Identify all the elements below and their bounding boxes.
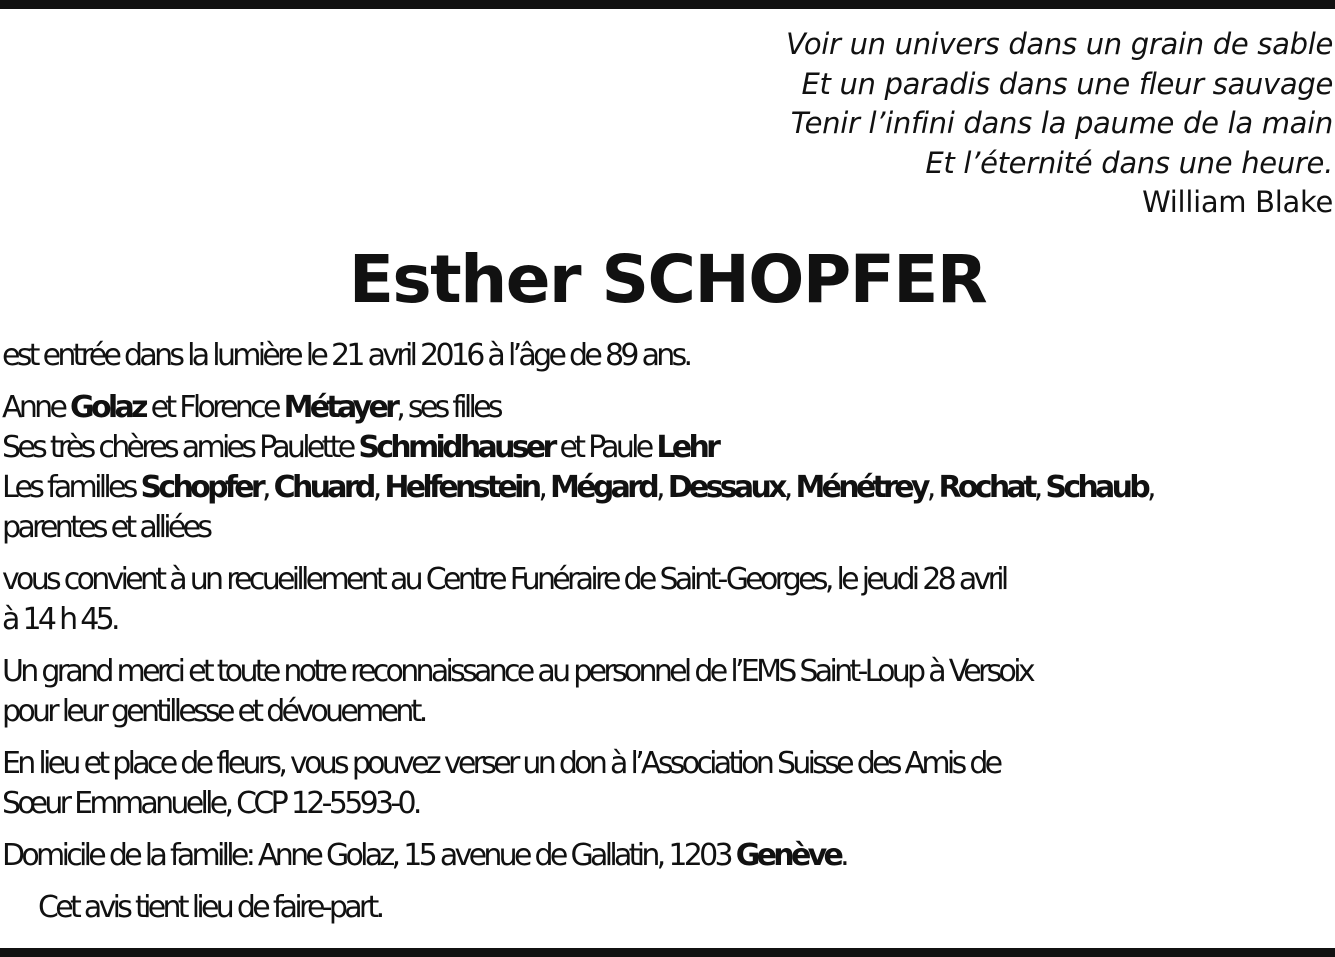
separator: ,: [372, 470, 385, 505]
family-text: Les familles: [2, 470, 141, 505]
epigraph-poem: [786, 25, 1333, 223]
family-surname: Mégard: [550, 470, 657, 505]
family-surname: Schaub: [1045, 470, 1148, 505]
family-text: et Florence: [144, 390, 284, 425]
separator: ,: [1147, 470, 1153, 505]
deceased-name: Esther SCHOPFER: [348, 241, 987, 318]
family-line-relatives: parentes et alliées: [2, 510, 210, 545]
family-line-friends: [2, 428, 1335, 468]
family-surname: Ménétrey: [795, 470, 927, 505]
announcement-text: est entrée dans la lumière le 21 avril 2016 à l’âge de 89 ans.: [2, 338, 690, 373]
notice-body: [2, 336, 1335, 928]
family-surname: Schopfer: [140, 470, 262, 505]
separator: ,: [656, 470, 668, 505]
family-surname: Lehr: [656, 430, 718, 465]
poem-line-2: Et un paradis dans une fleur sauvage: [801, 66, 1333, 101]
domicile-end: .: [840, 838, 846, 873]
poem-author: William Blake: [1142, 185, 1333, 220]
family-text: et Paule: [553, 430, 657, 465]
family-line-daughters: [2, 388, 1335, 428]
family-surname: Métayer: [283, 390, 397, 425]
top-border-rule: [0, 0, 1335, 9]
closing-line: Cet avis tient lieu de faire-part.: [38, 890, 382, 925]
thanks-line-1: Un grand merci et toute notre reconnaissance au personnel de l’EMS Saint-Loup à Versoix: [2, 654, 1032, 689]
family-surname: Dessaux: [667, 470, 784, 505]
ceremony-line-2: à 14 h 45.: [2, 602, 117, 637]
family-text: Ses très chères amies Paulette: [2, 430, 359, 465]
poem-line-3: Tenir l’infini dans la paume de la main: [790, 106, 1333, 141]
separator: ,: [1033, 470, 1046, 505]
poem-line-4: Et l’éternité dans une heure.: [925, 145, 1333, 180]
separator: ,: [783, 470, 796, 505]
thanks-line-2: pour leur gentillesse et dévouement.: [2, 694, 425, 729]
donation-line-1: En lieu et place de fleurs, vous pouvez verser un don à l’Association Suisse des Amis de: [2, 746, 1000, 781]
separator: ,: [538, 470, 551, 505]
family-surname: Helfenstein: [384, 470, 539, 505]
poem-line-1: Voir un univers dans un grain de sable: [785, 27, 1333, 61]
family-surname: Golaz: [70, 390, 145, 425]
family-text: , ses filles: [396, 390, 500, 425]
family-line-families: [2, 468, 1335, 508]
ceremony-line-1: vous convient à un recueillement au Centre Funéraire de Saint-Georges, le jeudi 28 avril: [2, 562, 1006, 597]
donation-line-2: Sœur Emmanuelle, CCP 12-5593-0.: [2, 786, 419, 821]
family-surname: Rochat: [938, 470, 1034, 505]
family-surname: Schmidhauser: [358, 430, 554, 465]
domicile-city: Genève: [735, 838, 841, 873]
family-surname: Chuard: [273, 470, 373, 505]
bottom-border-rule: [0, 948, 1335, 957]
domicile-text: Domicile de la famille: Anne Golaz, 15 avenue de Gallatin, 1203: [2, 838, 736, 873]
separator: ,: [261, 470, 274, 505]
domicile-line: [2, 836, 1335, 876]
separator: ,: [926, 470, 939, 505]
family-text: Anne: [2, 390, 71, 425]
